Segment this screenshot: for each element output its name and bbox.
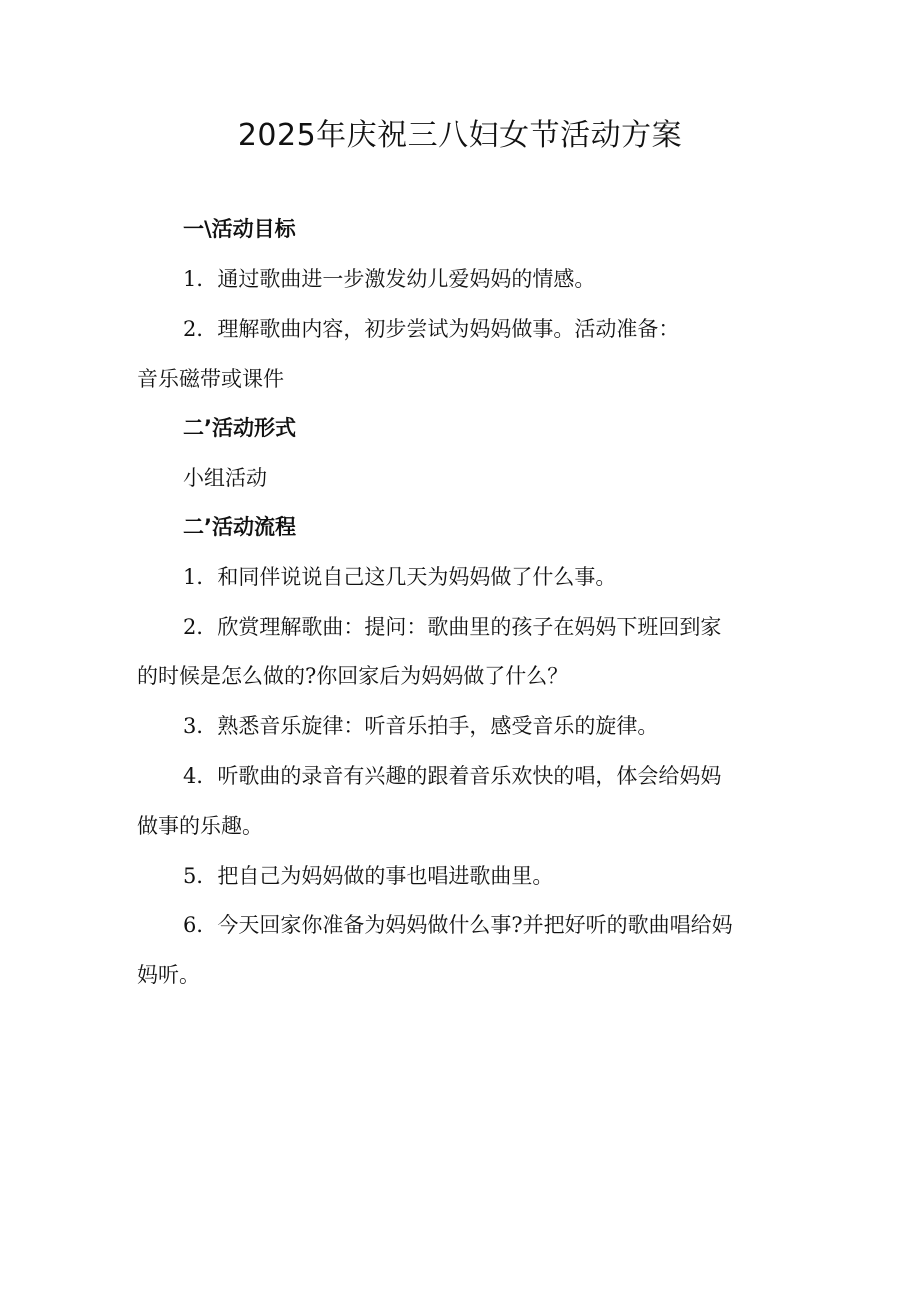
paragraph-process-2: 2．欣赏理解歌曲：提问：歌曲里的孩子在妈妈下班回到家 bbox=[183, 615, 722, 639]
paragraph-process-6: 6．今天回家你准备为妈妈做什么事?并把好听的歌曲唱给妈 bbox=[183, 913, 733, 937]
paragraph-process-4: 4．听歌曲的录音有兴趣的跟着音乐欢快的唱，体会给妈妈 bbox=[183, 764, 722, 788]
paragraph-process-6-continued: 妈听。 bbox=[137, 963, 200, 987]
paragraph-format: 小组活动 bbox=[183, 466, 267, 490]
paragraph-goal-2: 2．理解歌曲内容，初步尝试为妈妈做事。活动准备： bbox=[183, 317, 680, 341]
paragraph-process-5: 5．把自己为妈妈做的事也唱进歌曲里。 bbox=[183, 864, 554, 888]
paragraph-goal-1: 1．通过歌曲进一步激发幼儿爱妈妈的情感。 bbox=[183, 267, 596, 291]
section-heading-process: 二’活动流程 bbox=[183, 515, 296, 539]
paragraph-goal-2-continued: 音乐磁带或课件 bbox=[137, 367, 284, 391]
paragraph-process-1: 1．和同伴说说自己这几天为妈妈做了什么事。 bbox=[183, 565, 617, 589]
section-heading-goals: 一\活动目标 bbox=[183, 217, 296, 241]
paragraph-process-4-continued: 做事的乐趣。 bbox=[137, 814, 263, 838]
paragraph-process-2-continued: 的时候是怎么做的?你回家后为妈妈做了什么？ bbox=[137, 664, 569, 688]
document-title: 2025年庆祝三八妇女节活动方案 bbox=[237, 118, 683, 153]
section-heading-format: 二’活动形式 bbox=[183, 416, 296, 440]
paragraph-process-3: 3．熟悉音乐旋律：听音乐拍手，感受音乐的旋律。 bbox=[183, 714, 659, 738]
